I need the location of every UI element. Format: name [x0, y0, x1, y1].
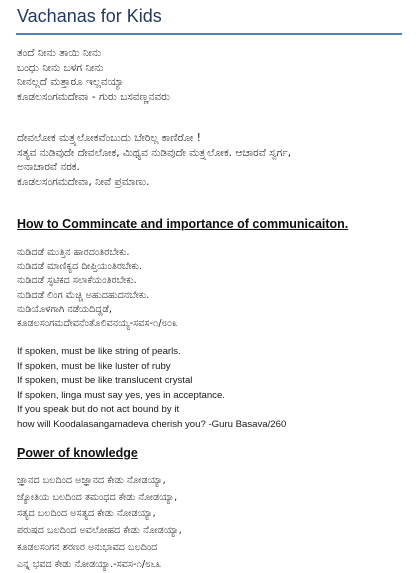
translation-line: If spoken, must be like string of pearls. — [17, 346, 181, 357]
vachana-father-mother — [17, 46, 402, 104]
verse-line: ಸತ್ಯದ ಬಲದಿಂದ ಅಸತ್ಯದ ಕೇಡು ನೋಡಯ್ಯಾ, — [17, 508, 156, 520]
verse-line: ನುಡಿದಡೆ ಮುತ್ತಿನ ಹಾರದಂತಿರಬೇಕು. — [17, 247, 130, 258]
verse-line: ಬಂಧು ನೀನು ಬಳಗ ನೀನು — [17, 61, 104, 74]
verse-line: ನೀನಲ್ಲದೆ ಮತ್ತಾರೂ ಇಲ್ಲವಯ್ಯಾ — [17, 76, 125, 89]
verse-line: ಕೂಡಲಸಂಗನ ಶರಣರ ಅನುಭಾವದ ಬಲದಿಂದ — [17, 541, 158, 553]
translation-line: If you speak but do not act bound by it — [17, 404, 180, 415]
translation-line: If spoken, must be like luster of ruby — [17, 360, 171, 372]
title-underline-rule — [16, 33, 402, 35]
verse-line: ಜ್ಯೋತಿಯ ಬಲದಿಂದ ತಮಂಧದ ಕೇಡು ನೋಡಯ್ಯಾ, — [17, 491, 178, 503]
verse-line: ಕೂಡಲಸಂಗಮದೇವನೆಂತೊಲಿವನಯ್ಯ-ಸವಸ-೧/೮೦೩ — [17, 318, 178, 330]
translation-line: how will Koodalasangamadeva cherish you? -Guru Basava/260 — [17, 418, 287, 430]
verse-line: ಕೂಡಲಸಂಗಮದೇವಾ - ಗುರು ಬಸವಣ್ಣನವರು — [17, 90, 171, 103]
verse-line: ಅನಾಚಾರವೆ ನರಕ. — [17, 161, 80, 174]
verse-line: ತಂದೆ ನೀನು ತಾಯಿ ನೀನು — [17, 47, 102, 59]
translation-line: If spoken, must be like translucent crystal — [17, 375, 193, 386]
verse-line: ನುಡಿಯೊಳಗಾಗಿ ನಡೆಯದಿದ್ದಡೆ, — [17, 303, 112, 315]
page-title: Vachanas for Kids — [17, 6, 162, 26]
english-translation — [17, 345, 402, 432]
translation-line: If spoken, linga must say yes, yes in acceptance. — [17, 389, 225, 401]
verse-line: ನುಡಿದಡೆ ಸ್ಫಟಿಕದ ಸಲಾಕೆಯಂತಿರಬೇಕು. — [17, 275, 137, 287]
vachana-speech — [17, 246, 402, 331]
vachana-knowledge — [17, 473, 402, 573]
verse-line: ಕೂಡಲಸಂಗಮದೇವಾ, ನೀವೆ ಪ್ರಮಾಣು. — [17, 175, 150, 188]
verse-line: ಎನ್ನ ಭವದ ಕೇಡು ನೋಡಯ್ಯಾ.-ಸವಸ-೧/೮೬೩ — [17, 558, 162, 570]
verse-line: ಪರುಷದ ಬಲದಿಂದ ಅವಲೋಹದ ಕೇಡು ನೋಡಯ್ಯಾ, — [17, 525, 182, 537]
verse-line: ಜ್ಞಾನದ ಬಲದಿಂದ ಅಜ್ಞಾನದ ಕೇಡು ನೋಡಯ್ಯಾ, — [17, 475, 166, 486]
section-heading-knowledge: Power of knowledge — [17, 446, 138, 460]
vachana-heaven-earth — [17, 131, 402, 189]
verse-line: ಸತ್ಯವ ನುಡಿವುದೇ ದೇವಲೋಕ, ಮಿಥ್ಯವ ನುಡಿವುದೇ ಮತ್ರ್ಯಲೋಕ. ಆಚಾರವೆ ಸ್ವರ್ಗ, — [17, 146, 292, 159]
verse-line: ನುಡಿದಡೆ ಲಿಂಗ ಮೆಚ್ಚಿ ಅಹುದಹುದನಬೇಕು. — [17, 289, 150, 301]
verse-line: ನುಡಿದಡೆ ಮಾಣಿಕ್ಯದ ದೀಪ್ತಿಯಂತಿರಬೇಕು. — [17, 261, 143, 273]
section-heading-communication: How to Commincate and importance of communicaiton. — [17, 217, 349, 231]
verse-line: ದೇವಲೋಕ ಮತ್ರ್ಯಲೋಕವೆಂಬುದು ಬೇರಿಲ್ಲ ಕಾಣಿರೋ ! — [17, 132, 201, 144]
